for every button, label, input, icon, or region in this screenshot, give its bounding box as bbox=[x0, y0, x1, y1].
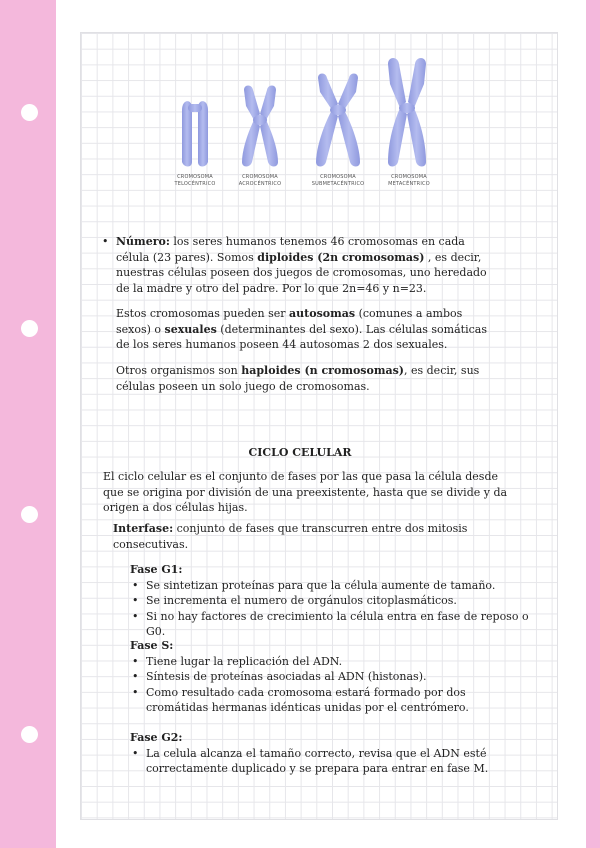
numero-item: • Número: los seres humanos tenemos 46 cromosomas en cada célula (23 pares). Somos diploides (2n cromosomas) , es decir, nuestras células poseen dos juegos de cromosomas, uno heredado de la madre y otro del padre. Por lo que 2n=46 y n=23. bbox=[100, 234, 500, 296]
telocentric-label: CROMOSOMA TELOCÉNTRICO bbox=[174, 174, 216, 187]
fase-g2-title: Fase G2: bbox=[130, 731, 183, 744]
acrocentric-label: CROMOSOMA ACROCÉNTRICO bbox=[238, 174, 282, 187]
binder-hole bbox=[21, 104, 38, 121]
binder-hole bbox=[21, 726, 38, 743]
fase-g2 bbox=[130, 730, 515, 777]
ciclo-celular-title: CICLO CELULAR bbox=[248, 446, 352, 459]
binder-hole bbox=[21, 320, 38, 337]
metacentric-label: CROMOSOMA METACÉNTRICO bbox=[388, 174, 430, 187]
submetacentric-label: CROMOSOMA SUBMETACÉNTRICO bbox=[311, 174, 365, 187]
list-item: • Como resultado cada cromosoma estará formado por dos cromátidas hermanas idénticas unidas por el centrómero. bbox=[130, 685, 520, 716]
list-item: • Si no hay factores de crecimiento la célula entra en fase de reposo o G0. bbox=[130, 609, 530, 640]
chromosome-illustration bbox=[160, 50, 450, 195]
autosomas-paragraph: Estos cromosomas pueden ser autosomas (comunes a ambos sexos) o sexuales (determinantes del sexo). Las células somáticas de los seres humanos poseen 44 autosomas 2 dos sexuales. bbox=[116, 307, 487, 351]
binder-hole bbox=[21, 506, 38, 523]
fase-g1-title: Fase G1: bbox=[130, 563, 183, 576]
submetacentric-chromosome bbox=[316, 74, 360, 167]
list-item: • Tiene lugar la replicación del ADN. bbox=[130, 654, 520, 670]
telocentric-chromosome bbox=[182, 101, 208, 166]
list-item: • La celula alcanza el tamaño correcto, revisa que el ADN esté correctamente duplicado y se prepara para entrar en fase M. bbox=[130, 746, 515, 777]
list-item: • Se incrementa el numero de orgánulos citoplasmáticos. bbox=[130, 593, 530, 609]
metacentric-chromosome bbox=[388, 58, 426, 167]
interfase-paragraph: Interfase: conjunto de fases que transcurren entre dos mitosis consecutivas. bbox=[113, 522, 468, 551]
fase-s-title: Fase S: bbox=[130, 639, 174, 652]
fase-g1 bbox=[130, 562, 530, 640]
ciclo-intro-paragraph: El ciclo celular es el conjunto de fases por las que pasa la célula desde que se origina por división de una preexistente, hasta que se divide y da origen a dos células hijas. bbox=[103, 470, 508, 514]
fase-s bbox=[130, 638, 520, 716]
numero-label: Número: bbox=[116, 235, 170, 248]
list-item: • Se sintetizan proteínas para que la célula aumente de tamaño. bbox=[130, 578, 530, 594]
numero-paragraph bbox=[100, 234, 500, 296]
haploides-paragraph: Otros organismos son haploides (n cromosomas), es decir, sus células poseen un solo juego de cromosomas. bbox=[116, 364, 480, 393]
interfase-label: Interfase: bbox=[113, 522, 174, 535]
acrocentric-chromosome bbox=[242, 86, 278, 167]
list-item: • Síntesis de proteínas asociadas al ADN (histonas). bbox=[130, 669, 520, 685]
